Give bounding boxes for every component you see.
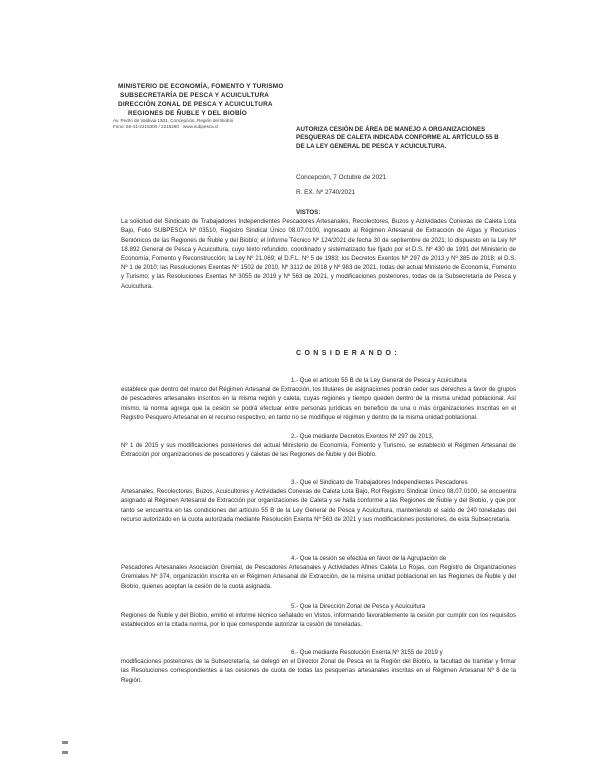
exempt-resolution-number: R. EX. Nº 2740/2021 — [296, 189, 356, 196]
margin-mark-1 — [62, 741, 68, 744]
considerando-6 — [121, 648, 516, 685]
ministry-line: MINISTERIO DE ECONOMÍA, FOMENTO Y TURISMO — [118, 83, 284, 90]
address-line-2: Fono: 56-41-2215300 / 2215290 · www.subpesca.cl — [113, 124, 219, 129]
considerando-6-text: modificaciones posteriores de la Subsecretaría, se delegó en el Director Zonal de Pesca en la Región del Biobío, la facultad de tramitar y firmar las Resoluciones correspondientes a las cesiones de cuota de todas las pesquerías artesanales inscritas en el Régimen Artesanal Nº 8 de la Región. — [121, 658, 516, 684]
resolution-subject: AUTORIZA CESIÓN DE ÁREA DE MANEJO A ORGANIZACIONES PESQUERAS DE CALETA INDICADA CONFORME AL ARTÍCULO 55 B DE LA LEY GENERAL DE PESCA Y ACUICULTURA. — [296, 126, 499, 150]
considerando-2 — [121, 432, 516, 460]
considerando-3-lead: 3.- Que el Sindicato de Trabajadores Independientes Pescadores — [291, 479, 468, 486]
considerando-1 — [121, 376, 516, 422]
considerando-3 — [121, 478, 516, 524]
subsecretary-line: SUBSECRETARÍA DE PESCA Y ACUICULTURA — [120, 92, 270, 99]
considerando-heading: CONSIDERANDO: — [296, 350, 401, 357]
vistos-paragraph — [121, 208, 516, 291]
margin-mark-2 — [62, 751, 68, 754]
considerando-1-text: establece que dentro del marco del Régimen Artesanal de Extracción, los titulares de asignaciones podrán ceder sus derechos a favor de grupos de pescadores artesanales inscritos en la misma región y caleta, cuyas regiones y tiempo queden dentro de la misma unidad poblacional. Así mismo, la norma agrega que la cesión se podrá efectuar entre personas jurídicas en beneficio de una o más organizaciones inscritas en el Registro Pesquero Artesanal en el recurso respectivo, en tanto no se modifique el régimen y dentro de la misma unidad poblacional. — [121, 386, 516, 421]
date-line: Concepción, 7 Octubre de 2021 — [296, 174, 387, 181]
considerando-6-lead: 6.- Que mediante Resolución Exenta Nº 3155 de 2019 y — [291, 649, 443, 656]
address-line-1: Av. Pedro de Valdivia 1501, Concepción, Región del Biobío — [113, 118, 234, 123]
considerando-3-text: Artesanales, Recolectores, Buzos, Acuicultores y Actividades Conexas de Caleta Lota Bajo, Rol Registro Sindical Único 08.07.0100, se encuentra asignado al Régimen Artesanal de Extracción por organizaciones de Caleta y se halla conforme a las Regiones de Ñuble y del Biobío, y que por tanto se encuentra en las condiciones del artículo 55 B de la Ley General de Pesca y Acuicultura, manteniendo el saldo de 240 toneladas del recurso autorizado en la cuota autorizada mediante Resolución Exenta Nº 563 de 2021 y sus modificaciones posteriores, de esta Subsecretaría. — [121, 488, 516, 523]
considerando-5-lead: 5.- Que la Dirección Zonal de Pesca y Acuicultura — [291, 603, 426, 610]
considerando-1-lead: 1.- Que el artículo 55 B de la Ley General de Pesca y Acuicultura — [291, 377, 467, 384]
considerando-2-lead: 2.- Que mediante Decretos Exentos Nº 297 de 2013, — [291, 433, 434, 440]
vistos-lead: VISTOS: — [296, 209, 321, 216]
considerando-5-text: Regiones de Ñuble y del Biobío, emitió el informe técnico señalado en Vistos, informando favorablemente la cesión por cumplir con los requisitos establecidos en la citada norma, por lo que corresponde autorizar la cesión de toneladas. — [121, 612, 516, 629]
considerando-4-text: Pescadores Artesanales Asociación Gremial, de Pescadores Artesanales y Actividades Afines Caleta Lo Rojas, con Registro de Organizaciones Gremiales Nº 374, organización inscrita en el Régimen Artesanal de Extracción, de la misma unidad poblacional en las Regiones de Ñuble y del Biobío, quienes aceptan la cesión de la cuota asignada. — [121, 564, 516, 590]
considerando-4-lead: 4.- Que la cesión se efectúa en favor de la Agrupación de — [291, 555, 447, 562]
considerando-5 — [121, 602, 516, 630]
considerando-2-text: Nº 1 de 2015 y sus modificaciones posteriores del actual Ministerio de Economía, Fomento y Turismo, se estableció el Régimen Artesanal de Extracción por organizaciones de pescadores y caletas de las Regiones de Ñuble y del Biobío. — [121, 442, 516, 459]
direction-line: DIRECCIÓN ZONAL DE PESCA Y ACUICULTURA — [118, 101, 273, 108]
vistos-text: La solicitud del Sindicato de Trabajadores Independientes Pescadores Artesanales, Recolectores, Buzos y Actividades Conexas de Caleta Lota Bajo, Folio SUBPESCA Nº 03510, Registro Sindical Único 08.07.0100, ingresado al Régimen Artesanal de Extracción de Algas y Recursos Bentónicos de las Regiones de Ñuble y del Biobío; el Informe Técnico Nº 124/2021 de fecha 30 de septiembre de 2021; lo dispuesto en la Ley Nº 18.892 General de Pesca y Acuicultura, cuyo texto refundido, coordinado y sistematizado fue fijado por el D.S. Nº 430 de 1991 del Ministerio de Economía, Fomento y Reconstrucción; la Ley Nº 21.069; el D.F.L. Nº 5 de 1983; los Decretos Exentos Nº 297 de 2013 y Nº 385 de 2018; el D.S. Nº 1 de 2010; las Resoluciones Exentas Nº 1502 de 2010, Nº 3112 de 2018 y Nº 983 de 2021, todas del actual Ministerio de Economía, Fomento y Turismo; y las Resoluciones Exentas Nº 3055 de 2019 y Nº 563 de 2021, y modificaciones posteriores, todas de la Subsecretaría de Pesca y Acuicultura. — [121, 218, 516, 290]
regions-line: REGIONES DE ÑUBLE Y DEL BIOBÍO — [128, 110, 247, 117]
considerando-4 — [121, 554, 516, 591]
